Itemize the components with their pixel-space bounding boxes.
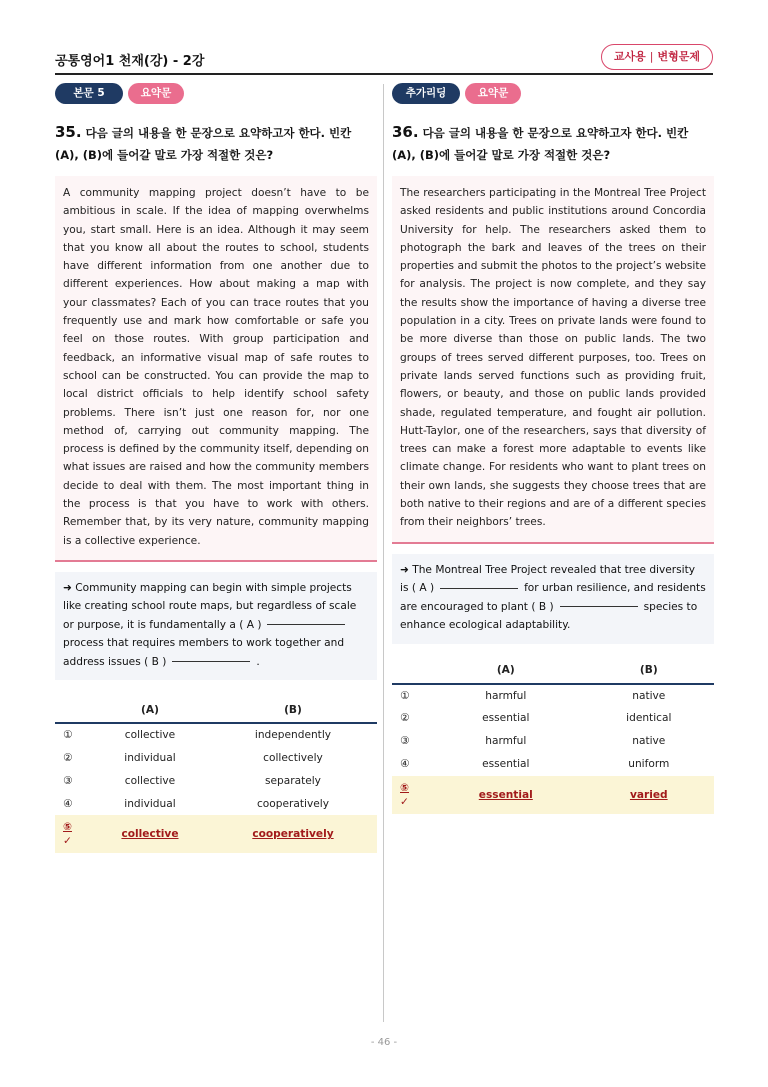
choice-row[interactable] xyxy=(392,707,714,730)
choice-a: harmful xyxy=(485,735,527,748)
choice-number: ② xyxy=(400,712,410,725)
choice-row[interactable] xyxy=(55,746,377,769)
correct-answer-row[interactable] xyxy=(392,776,714,814)
column-a-header: (A) xyxy=(91,697,209,723)
choice-row[interactable] xyxy=(55,769,377,792)
choice-b: collectively xyxy=(263,751,323,764)
empty-header xyxy=(392,658,428,684)
type-tag: 요약문 xyxy=(128,83,184,104)
choice-a: individual xyxy=(124,751,176,764)
blank-b xyxy=(172,661,250,662)
choice-a: harmful xyxy=(485,689,527,702)
page-title: 공통영어1 천재(강) - 2강 xyxy=(55,54,205,69)
badge-separator: | xyxy=(649,50,654,63)
question-text: 다음 글의 내용을 한 문장으로 요약하고자 한다. 빈칸 (A), (B)에 들어갈 말로 가장 적절한 것은? xyxy=(55,126,352,162)
page-number: - 46 - xyxy=(370,1037,398,1048)
choice-number xyxy=(392,776,428,814)
choice-b: cooperatively xyxy=(209,815,377,853)
question-text: 다음 글의 내용을 한 문장으로 요약하고자 한다. 빈칸 (A), (B)에 들어갈 말로 가장 적절한 것은? xyxy=(392,126,689,162)
question-number: 36. xyxy=(392,123,419,141)
header-rule xyxy=(55,73,713,75)
choice-a: essential xyxy=(482,712,530,725)
blank-a xyxy=(267,624,345,625)
choice-b: identical xyxy=(626,712,672,725)
teacher-edition-badge xyxy=(601,44,713,70)
type-tag: 요약문 xyxy=(465,83,521,104)
answer-number: ⑤ xyxy=(63,821,72,834)
summary-sentence xyxy=(55,572,377,681)
choice-b: uniform xyxy=(628,758,670,771)
column-a-header: (A) xyxy=(428,658,584,684)
choice-number: ① xyxy=(400,689,410,702)
question-36-column xyxy=(392,83,714,814)
answer-number: ⑤ xyxy=(400,781,409,794)
page-header xyxy=(55,44,713,74)
choice-a: collective xyxy=(124,729,176,742)
choice-row[interactable] xyxy=(392,753,714,776)
choice-b: varied xyxy=(584,776,714,814)
choice-b: separately xyxy=(264,774,321,787)
summary-sentence xyxy=(392,554,714,644)
summary-part-1: ➜ The Montreal Tree Project revealed that tree diversity is ( A ) xyxy=(400,563,696,595)
correct-answer-row[interactable] xyxy=(55,815,377,853)
column-b-header: (B) xyxy=(584,658,714,684)
summary-part-2: process that requires members to work together and address issues ( B ) xyxy=(63,637,345,668)
check-icon: ✓ xyxy=(400,795,409,808)
choice-number xyxy=(55,815,91,853)
choice-b: native xyxy=(632,689,666,702)
badge-variant-label: 변형문제 xyxy=(657,50,700,63)
choice-number: ① xyxy=(63,729,73,742)
blank-a xyxy=(440,588,518,589)
summary-part-2: for urban resilience, and residents are encouraged to plant ( B ) xyxy=(400,582,706,613)
summary-part-3: species to enhance ecological adaptability. xyxy=(400,600,698,632)
summary-part-3: . xyxy=(256,655,260,668)
question-tags xyxy=(392,83,714,105)
blank-b xyxy=(560,606,638,607)
question-number: 35. xyxy=(55,123,82,141)
answer-choices-table xyxy=(55,697,377,853)
choice-a: individual xyxy=(124,797,176,810)
choice-b: independently xyxy=(254,729,332,742)
empty-header xyxy=(55,697,91,723)
badge-teacher-label: 교사용 xyxy=(613,50,646,63)
reading-passage: The researchers participating in the Montreal Tree Project asked residents and public institutions around Concordia University for help. The researchers asked them to photograph the bark and leaves of the trees on their properties and submit the photos to the project’s website for analysis. The project is now complete, and they say the results show the importance of having a diverse tree population in a city. Trees on private lands were found to be more diverse than those on public lands. The two groups of trees served different purposes, too. Trees on private lands served functions such as providing fruit, flowers, or beauty, and those on public lands provided shade, regulated temperature, and fought air pollution. Hutt-Taylor, one of the researchers, says that diversity of trees can make a forest more adaptable to events like climate change. For residents who want to plant trees on their own lands, she suggests they choose trees that are both native to their regions and are of a different species from their neighbors’ trees. xyxy=(392,176,714,544)
choice-a: essential xyxy=(428,776,584,814)
source-tag: 본문 5 xyxy=(55,83,123,104)
column-b-header: (B) xyxy=(209,697,377,723)
reading-passage: A community mapping project doesn’t have to be ambitious in scale. If the idea of mapping overwhelms you, start small. Here is an idea. Although it may seem that you know all about the routes to school, students have different information from one another due to different experiences. How about making a map with your classmates? Each of you can trace routes that you frequently use and mark how comfortable or safe you feel on those routes. With group participation and feedback, an informative visual map of safe routes to school can be constructed. You can provide the map to local district officials to help identify school safety problems. There isn’t just one reason for, nor one method of, carrying out community mapping. The process is defined by the community itself, depending on what issues are raised and how the community members decide to deal with them. The most important thing in the process is that you have to work with others. Remember that, by its very nature, community mapping is a collective experience. xyxy=(55,176,377,562)
question-title xyxy=(55,121,377,166)
choice-a: essential xyxy=(482,758,530,771)
column-divider xyxy=(383,84,384,1022)
choice-number: ③ xyxy=(400,735,410,748)
summary-part-1: ➜ Community mapping can begin with simple projects like creating school route maps, but regardless of scale or purpose, it is fundamentally a ( A ) xyxy=(63,581,357,631)
choice-b: cooperatively xyxy=(256,797,329,810)
choice-row[interactable] xyxy=(392,684,714,707)
question-tags xyxy=(55,83,377,105)
choice-a: collective xyxy=(91,815,209,853)
answer-choices-table xyxy=(392,658,714,814)
choice-number: ④ xyxy=(400,758,410,771)
choice-number: ② xyxy=(63,751,73,764)
choice-a: collective xyxy=(124,774,176,787)
choice-row[interactable] xyxy=(55,723,377,746)
choice-b: native xyxy=(632,735,666,748)
source-tag: 추가리딩 xyxy=(392,83,460,104)
question-35-column xyxy=(55,83,377,853)
choice-number: ④ xyxy=(63,797,73,810)
choice-number: ③ xyxy=(63,774,73,787)
check-icon: ✓ xyxy=(63,835,72,848)
choice-row[interactable] xyxy=(392,730,714,753)
choice-row[interactable] xyxy=(55,792,377,815)
question-title xyxy=(392,121,714,166)
